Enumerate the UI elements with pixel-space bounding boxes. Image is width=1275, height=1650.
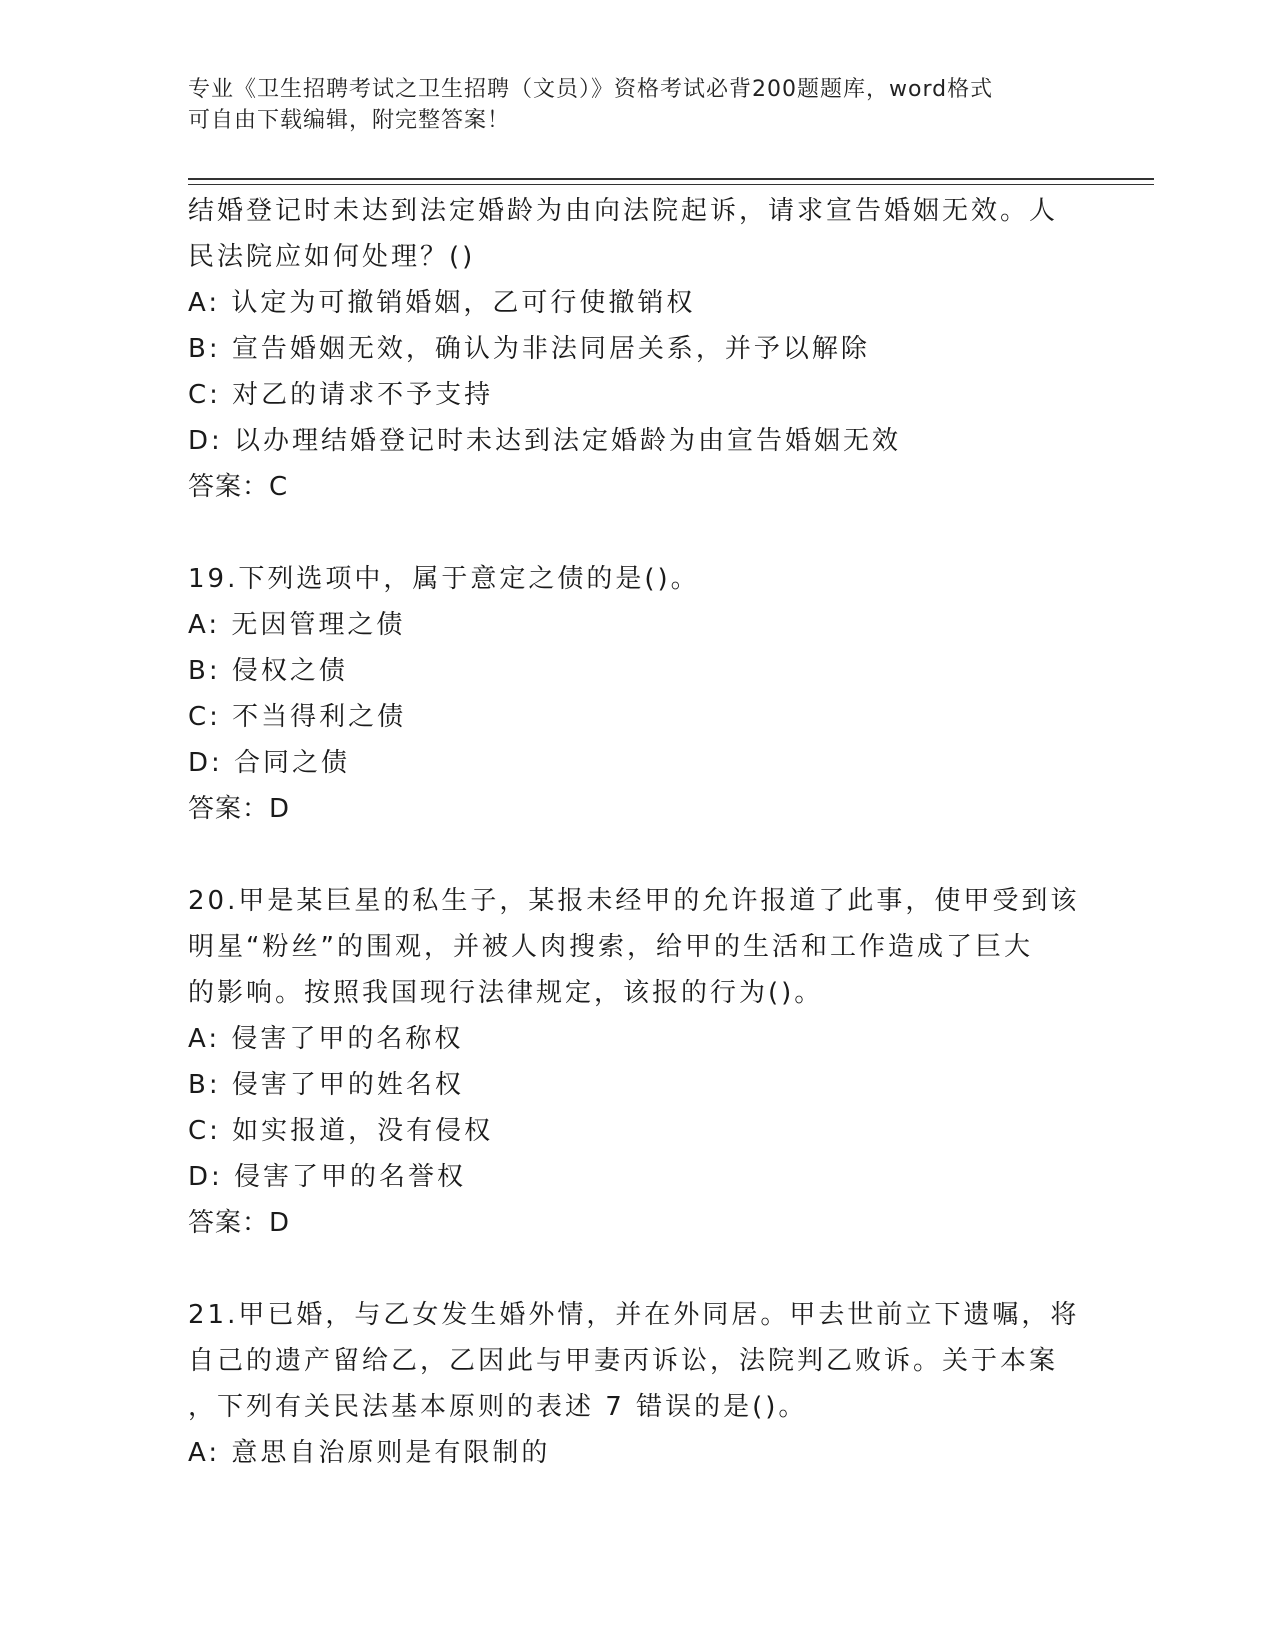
question-stem-line: 的影响。按照我国现行法律规定，该报的行为()。 xyxy=(188,978,824,1008)
question-18 xyxy=(188,188,1088,510)
question-19 xyxy=(188,556,1088,832)
option-d: D: 合同之债 xyxy=(188,748,351,778)
question-stem-line: 结婚登记时未达到法定婚龄为由向法院起诉，请求宣告婚姻无效。人 xyxy=(188,196,1059,226)
question-stem-line: 19.下列选项中，属于意定之债的是()。 xyxy=(188,564,700,594)
question-stem-line: 明星“粉丝”的围观，并被人肉搜索，给甲的生活和工作造成了巨大 xyxy=(188,932,1033,962)
option-a: A: 无因管理之债 xyxy=(188,610,406,640)
question-spacer xyxy=(188,1246,1088,1292)
option-c: C: 对乙的请求不予支持 xyxy=(188,380,494,410)
option-c: C: 如实报道，没有侵权 xyxy=(188,1116,494,1146)
answer-line: 答案：D xyxy=(188,794,291,824)
question-stem-line: 20.甲是某巨星的私生子，某报未经甲的允许报道了此事，使甲受到该 xyxy=(188,886,1080,916)
question-20 xyxy=(188,878,1088,1246)
header-title-line-1: 专业《卫生招聘考试之卫生招聘（文员）》资格考试必背200题题库，word格式 xyxy=(188,77,994,102)
question-content xyxy=(188,188,1088,1476)
question-spacer xyxy=(188,832,1088,878)
option-c: C: 不当得利之债 xyxy=(188,702,407,732)
question-21 xyxy=(188,1292,1088,1476)
answer-line: 答案：D xyxy=(188,1208,291,1238)
question-stem-line: 自己的遗产留给乙，乙因此与甲妻丙诉讼，法院判乙败诉。关于本案 xyxy=(188,1346,1059,1376)
option-a: A: 侵害了甲的名称权 xyxy=(188,1024,464,1054)
question-stem-line: 民法院应如何处理？() xyxy=(188,242,476,272)
option-a: A: 认定为可撤销婚姻，乙可行使撤销权 xyxy=(188,288,696,318)
option-b: B: 侵权之债 xyxy=(188,656,348,686)
header-title-line-2: 可自由下载编辑，附完整答案！ xyxy=(188,108,511,133)
option-b: B: 侵害了甲的姓名权 xyxy=(188,1070,464,1100)
header-divider-thick xyxy=(188,178,1154,180)
header-divider-thin xyxy=(188,184,1154,185)
question-stem-line: ，下列有关民法基本原则的表述 7 错误的是()。 xyxy=(188,1392,808,1422)
option-d: D: 以办理结婚登记时未达到法定婚龄为由宣告婚姻无效 xyxy=(188,426,902,456)
question-spacer xyxy=(188,510,1088,556)
answer-line: 答案：C xyxy=(188,472,289,502)
question-stem-line: 21.甲已婚，与乙女发生婚外情，并在外同居。甲去世前立下遗嘱，将 xyxy=(188,1300,1080,1330)
option-d: D: 侵害了甲的名誉权 xyxy=(188,1162,467,1192)
document-header xyxy=(188,74,1088,136)
option-a: A: 意思自治原则是有限制的 xyxy=(188,1438,551,1468)
option-b: B: 宣告婚姻无效，确认为非法同居关系，并予以解除 xyxy=(188,334,870,364)
